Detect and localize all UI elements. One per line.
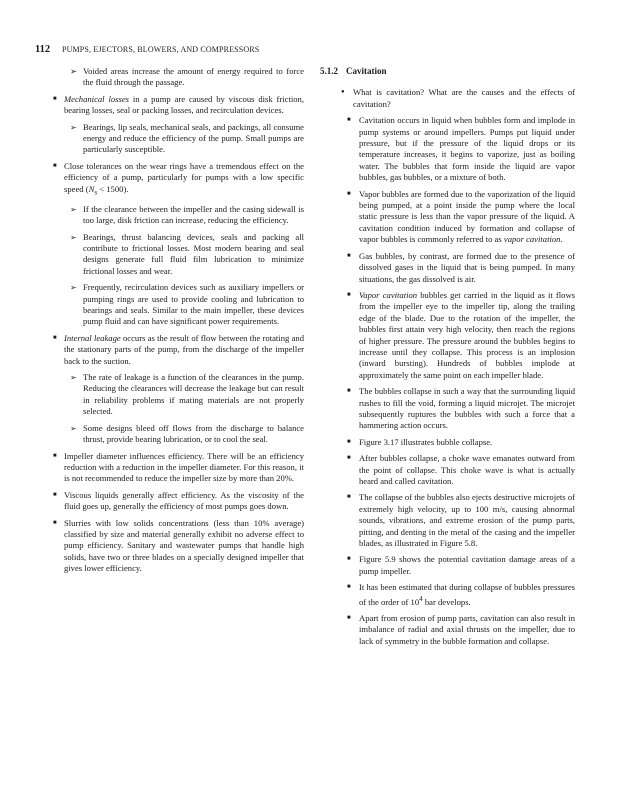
square-bullet-icon: ■ [53, 95, 57, 102]
arrow-bullet-icon: ➢ [70, 122, 77, 132]
square-bullet-icon: ■ [347, 438, 351, 445]
list-item [320, 437, 575, 448]
paragraph: Slurries with low solids concentrations (less than 10% average) classified by size and material generally exhibit no adverse effect to pump efficiency. Sanitary and wastewater pumps that handle high solids, have two or three blades on a specially designed impeller that gives lower efficiency. [64, 517, 304, 574]
list-item [320, 189, 575, 246]
paragraph-end: < 1500). [97, 183, 129, 194]
square-bullet-icon: ■ [53, 452, 57, 459]
question-item [320, 87, 575, 110]
section-number: 5.1.2 [320, 66, 338, 76]
emphasis: Mechanical losses [64, 93, 129, 104]
list-item [320, 582, 575, 608]
paragraph: bubbles get carried in the liquid as it flows from the impeller eye to the impeller tip, along the trailing edge of the blade. Due to the rotation of the impeller, the bubbles first attain very high velocity, then reach the regions of higher pressure. The pressure around the bubbles begins to increase until they collapse. This process is an implosion (inward bursting). Hundreds of bubbles implode at approximately the same point on each impeller blade. [359, 289, 576, 380]
list-item [320, 115, 575, 183]
paragraph: The collapse of the bubbles also ejects destructive microjets of extremely high velocity, up to 100 m/s, causing abnormal sounds, vibrations, and extreme erosion of the pump parts, pitting, and denting in the metal of the casing and the impeller blades, as illustrated in Figure 5.8. [359, 492, 575, 549]
section-title: Cavitation [346, 66, 387, 76]
list-item [53, 518, 304, 575]
paragraph: What is cavitation? What are the causes and the effects of cavitation? [353, 87, 575, 109]
emphasis: Vapor cavitation [359, 289, 418, 300]
square-bullet-icon: ■ [347, 584, 351, 591]
paragraph: Close tolerances on the wear rings have a tremendous effect on the efficiency of a pump, particularly for pumps with a low specific speed ( [64, 160, 304, 194]
list-item [320, 251, 575, 285]
running-title: PUMPS, EJECTORS, BLOWERS, AND COMPRESSORS [62, 45, 260, 54]
paragraph: After bubbles collapse, a choke wave emanates outward from the point of collapse. This choke wave is what is actually heard and called cavitation. [359, 453, 575, 486]
square-bullet-icon: ■ [347, 252, 351, 259]
dot-bullet-icon: ● [341, 89, 345, 96]
paragraph: Voided areas increase the amount of energy required to force the fluid through the passage. [83, 66, 304, 88]
arrow-bullet-icon: ➢ [70, 423, 77, 433]
list-item [320, 290, 575, 381]
paragraph: Cavitation occurs in liquid when bubbles form and implode in pump systems or around impellers. Pumps put liquid under pressure, but if the pressure of the liquid drops or its temperature increases, it begins to vaporize, just as boiling water. The bubbles that form inside the liquid are vapor bubbles, gas bubbles, or a mixture of both. [359, 115, 575, 183]
paragraph: Some designs bleed off flows from the discharge to balance thrust, provide bearing lubrication, or to cool the seal. [83, 422, 304, 445]
square-bullet-icon: ■ [347, 291, 351, 298]
list-item [320, 492, 575, 549]
square-bullet-icon: ■ [53, 162, 57, 169]
list-item [53, 161, 304, 199]
paragraph: Impeller diameter influences efficiency. There will be an efficiency reduction with a reduction in the impeller diameter. For this reason, it is not recommended to reduce the impeller size by more than 20%. [64, 450, 304, 484]
list-item [53, 66, 304, 89]
arrow-bullet-icon: ➢ [70, 283, 77, 293]
page-header [35, 44, 595, 58]
square-bullet-icon: ■ [53, 334, 57, 341]
section-heading [320, 66, 575, 77]
list-item [53, 451, 304, 485]
list-item [53, 490, 304, 513]
paragraph: Bearings, lip seals, mechanical seals, and packings, all consume energy and reduce the efficiency of the pump. Small pumps are particularly susceptible. [83, 121, 304, 155]
square-bullet-icon: ■ [347, 117, 351, 124]
list-item [53, 282, 304, 328]
paragraph: It has been estimated that during collapse of bubbles pressures of the order of 10 [359, 582, 575, 607]
square-bullet-icon: ■ [347, 494, 351, 501]
square-bullet-icon: ■ [347, 614, 351, 621]
paragraph: If the clearance between the impeller and the casing sidewall is too large, disk friction can increase, reducing the efficiency. [83, 203, 304, 226]
emphasis: vapor cavitation [503, 234, 561, 245]
list-item [53, 204, 304, 227]
list-item [53, 333, 304, 367]
paragraph: Bearings, thrust balancing devices, seals and packing all contribute to frictional losses. Most modern bearing and seal designs generate full fluid film lubrication to minimize frictional losses and wear. [83, 231, 304, 276]
square-bullet-icon: ■ [347, 388, 351, 395]
paragraph: in a pump are caused by viscous disk friction, bearing losses, seal or packing losses, and recirculation devices. [64, 93, 304, 116]
list-item [53, 232, 304, 278]
paragraph: The bubbles collapse in such a way that the surrounding liquid rushes to fill the void, forming a liquid microjet. The microjet subsequently ruptures the bubbles with such a force that a hammering action occurs. [359, 386, 575, 431]
superscript: 4 [419, 594, 423, 603]
paragraph: Apart from erosion of pump parts, cavitation can also result in imbalance of radial and axial thrusts on the impeller, due to lack of symmetry in the bubble formation and collapse. [359, 612, 575, 646]
square-bullet-icon: ■ [53, 491, 57, 498]
square-bullet-icon: ■ [347, 455, 351, 462]
specific-speed-symbol: N [88, 183, 95, 194]
left-column [53, 66, 304, 580]
paragraph: The rate of leakage is a function of the clearances in the pump. Reducing the clearances will decrease the leakage but can result in reliability problems if mating materials are not properly selected. [83, 372, 304, 417]
paragraph: Figure 5.9 shows the potential cavitation damage areas of a pump impeller. [359, 554, 575, 576]
list-item [320, 613, 575, 647]
arrow-bullet-icon: ➢ [70, 373, 77, 383]
page-number: 112 [35, 44, 51, 55]
subscript: s [94, 188, 98, 197]
list-item [320, 386, 575, 432]
list-item [53, 423, 304, 446]
arrow-bullet-icon: ➢ [70, 232, 77, 242]
paragraph: Vapor bubbles are formed due to the vaporization of the liquid being pumped, at a point inside the pump where the local static pressure is less than the vapor pressure of the liquid. A cavitation condition induced by formation and collapse of vapor bubbles is commonly referred to as [359, 188, 575, 245]
right-column [320, 66, 575, 652]
paragraph: Gas bubbles, by contrast, are formed due to the presence of dissolved gases in the liquid that is being pumped. In many situations, the gas dissolved is air. [359, 250, 575, 284]
list-item [53, 122, 304, 156]
list-item [320, 554, 575, 577]
list-item [53, 372, 304, 418]
arrow-bullet-icon: ➢ [70, 204, 77, 214]
emphasis: Internal leakage [64, 332, 121, 343]
paragraph: Figure 3.17 illustrates bubble collapse. [359, 436, 493, 447]
paragraph: Viscous liquids generally affect efficiency. As the viscosity of the fluid goes up, generally the efficiency of most pumps goes down. [64, 489, 304, 512]
list-item [320, 453, 575, 487]
arrow-bullet-icon: ➢ [70, 66, 78, 76]
paragraph: occurs as the result of flow between the rotating and the stationary parts of the pump, from the discharge of the impeller back to the suction. [64, 332, 304, 366]
square-bullet-icon: ■ [347, 556, 351, 563]
list-item [53, 94, 304, 117]
square-bullet-icon: ■ [347, 190, 351, 197]
square-bullet-icon: ■ [53, 519, 57, 526]
paragraph-end: bar develops. [422, 596, 471, 607]
paragraph: Frequently, recirculation devices such as auxiliary impellers or pumping rings are used to provide cooling and lubrication to bearings and seals. Similar to the main impeller, these devices pump fluid and can have significant power requirements. [83, 282, 304, 327]
paragraph-end: . [560, 234, 563, 245]
